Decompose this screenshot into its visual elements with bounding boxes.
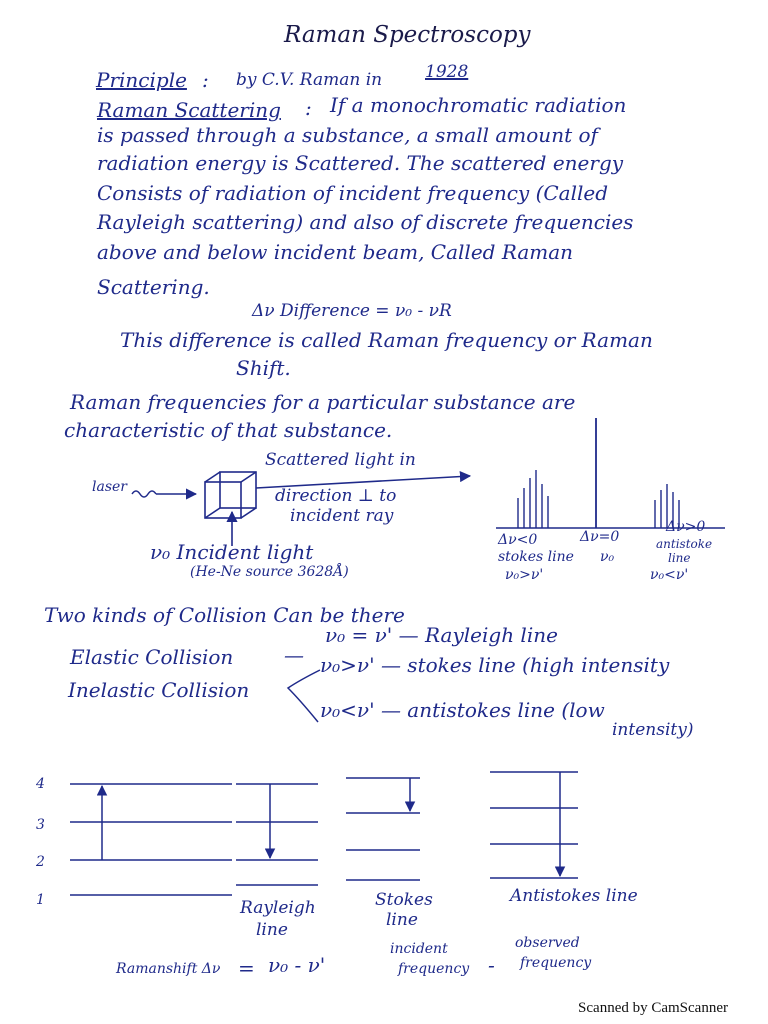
energy-level-diagram [70,772,578,895]
elastic-relation: ν₀ = ν' — Rayleigh line [325,623,558,647]
characteristic-line-1: Raman frequencies for a particular substance are [70,390,576,414]
delta-nu-positive: Δν>0 [666,519,706,535]
level-4: 4 [36,776,45,792]
rayleigh-label-2: line [256,920,288,940]
level-1: 1 [36,892,45,908]
scattering-line-1: If a monochromatic radiation [330,93,627,117]
scattering-line-2: is passed through a substance, a small amount of [97,123,598,147]
inelastic-stokes: ν₀>ν' — stokes line (high intensity [320,653,670,677]
he-ne-source-label: (He-Ne source 3628Å) [190,564,349,580]
collisions-heading: Two kinds of Collision Can be there [44,603,405,627]
characteristic-line-2: characteristic of that substance. [64,418,393,442]
inelastic-antistokes: ν₀<ν' — antistokes line (low [320,698,605,722]
inelastic-antistokes-2: intensity) [612,720,694,740]
stokes-relation: ν₀>ν' [505,567,544,583]
principle-text: by C.V. Raman in [236,70,383,90]
stokes-line-label: stokes line [498,549,574,565]
sample-cube-icon [205,472,256,518]
scattering-separator: : [305,96,312,120]
incident-frequency-1: incident [390,941,448,957]
scattered-light-arrow [256,476,470,488]
delta-nu-negative: Δν<0 [498,532,538,548]
antistokes-relation: ν₀<ν' [650,567,689,583]
scattering-heading: Raman Scattering [97,98,281,122]
nu0-label: ν₀ [600,549,615,565]
scattering-line-6: above and below incident beam, Called Raman [97,240,574,264]
antistokes-energy-label: Antistokes line [510,886,638,906]
scattering-line-5: Rayleigh scattering) and also of discrete frequencies [97,210,634,234]
scattered-light-label: Scattered light in [265,450,416,470]
scattering-line-7: Scattering. [97,275,210,299]
page-title: Raman Spectroscopy [284,22,531,48]
stokes-energy-label: Stokes [375,890,433,910]
elastic-dash: — [284,643,304,667]
elastic-label: Elastic Collision [70,645,234,669]
observed-frequency-2: frequency [520,955,592,971]
scanner-watermark: Scanned by CamScanner [578,1000,728,1016]
delta-nu-zero: Δν=0 [580,529,620,545]
antistokes-line-label: antistoke [656,537,713,551]
principle-year: 1928 [425,62,469,82]
scattering-line-4: Consists of radiation of incident frequency (Called [97,181,609,205]
incident-frequency-2: frequency [398,961,470,977]
inelastic-label: Inelastic Collision [68,678,250,702]
formula-expression: ν₀ - ν' [268,953,326,977]
formula-minus: - [488,953,495,977]
level-3: 3 [36,817,45,833]
level-2: 2 [36,854,45,870]
laser-arrow-icon [132,491,196,497]
laser-label: laser [92,479,127,495]
raman-spectrum-plot [496,418,725,528]
inelastic-bracket [288,670,320,722]
incident-ray-label: incident ray [290,506,394,526]
antistokes-line-label-2: line [668,551,691,565]
direction-label: direction ⊥ to [275,486,397,506]
principle-label: Principle [96,68,187,92]
principle-separator: : [202,68,209,92]
rayleigh-label: Rayleigh [240,898,316,918]
formula-equals: = [238,956,255,980]
difference-line-2: Shift. [236,356,291,380]
stokes-energy-label-2: line [386,910,418,930]
incident-light-label: ν₀ Incident light [150,540,314,564]
observed-frequency-1: observed [515,935,580,951]
ramanshift-label: Ramanshift Δν [116,961,221,977]
scattering-line-3: radiation energy is Scattered. The scattered energy [97,151,624,175]
difference-equation: Δν Difference = ν₀ - νR [252,301,452,321]
difference-line-1: This difference is called Raman frequency or Raman [120,328,653,352]
